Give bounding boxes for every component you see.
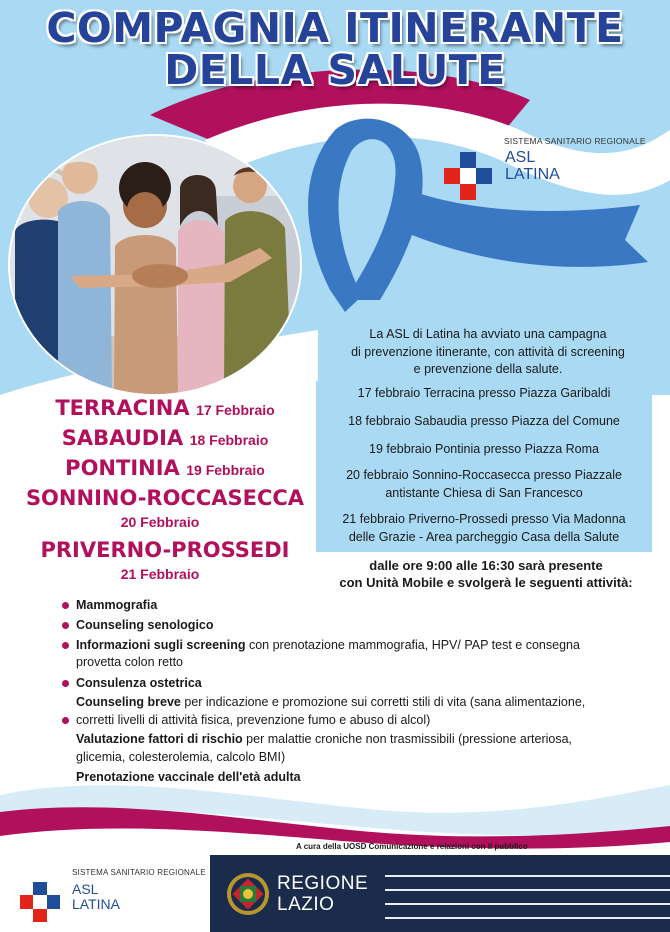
city-name: TERRACINA	[55, 396, 190, 420]
activity-text: glicemia, colesterolemia, calcolo BMI)	[76, 750, 286, 764]
intro-text	[318, 326, 658, 379]
date-item	[316, 385, 652, 403]
intro-line: di prevenzione itinerante, con attività di screening	[351, 344, 625, 359]
asl-name	[72, 882, 120, 912]
city-date: 17 Febbraio	[196, 402, 275, 418]
date-line: 17 febbraio Terracina presso Piazza Garibaldi	[357, 386, 611, 400]
activity-item	[76, 597, 636, 614]
title-line-1: COMPAGNIA ITINERANTE	[46, 4, 624, 52]
regione-lazio-banner	[210, 855, 670, 932]
activity-bold: Informazioni sugli screening	[76, 638, 246, 652]
dates-box	[316, 381, 652, 552]
title-line-2: DELLA SALUTE	[164, 46, 506, 94]
bullet-icon	[62, 622, 69, 629]
bullet-icon	[62, 717, 69, 724]
activity-item	[76, 731, 636, 748]
asl-system-label: SISTEMA SANITARIO REGIONALE	[504, 136, 646, 146]
regione-lazio-emblem-icon	[226, 872, 270, 916]
banner-line	[385, 903, 670, 905]
red-blue-cross-icon	[20, 882, 60, 922]
activity-bold: Counseling breve	[76, 695, 181, 709]
presence-text	[316, 557, 656, 591]
banner-line	[385, 917, 670, 919]
intro-line: e prevenzione della salute.	[413, 362, 563, 376]
bullet-icon	[62, 642, 69, 649]
city-name: PONTINIA	[65, 456, 180, 480]
asl-line1: ASL	[505, 149, 536, 166]
activity-item	[76, 654, 636, 671]
asl-system-label: SISTEMA SANITARIO REGIONALE	[72, 868, 206, 877]
city-row	[0, 486, 330, 510]
red-blue-cross-icon	[444, 152, 492, 200]
credit-text: A cura della UOSD Comunicazione e relazioni con il pubblico	[296, 842, 528, 851]
asl-latina-logo-top	[444, 136, 654, 206]
activity-text: con prenotazione mammografia, HPV/ PAP test e consegna	[245, 638, 580, 652]
city-name: SABAUDIA	[61, 426, 184, 450]
date-line: 18 febbraio Sabaudia presso Piazza del Comune	[348, 414, 620, 428]
group-hands-together-illustration	[10, 136, 300, 394]
asl-name	[505, 149, 560, 183]
activity-item	[76, 675, 636, 692]
activity-item	[76, 694, 636, 711]
city-row	[0, 538, 330, 562]
activity-item	[76, 617, 636, 634]
activity-text: per indicazione e promozione sui corretti stili di vita (sana alimentazione,	[180, 695, 586, 709]
asl-line1: ASL	[72, 881, 99, 897]
city-row	[0, 456, 330, 480]
asl-latina-logo-bottom	[20, 866, 206, 926]
activity-bold: Prenotazione vaccinale dell'età adulta	[76, 770, 301, 784]
date-line: 21 febbraio Priverno-Prossedi presso Via Madonna	[342, 512, 626, 526]
activity-item	[76, 712, 636, 729]
city-date: 20 Febbraio	[120, 514, 200, 530]
date-item	[316, 441, 652, 459]
activity-item	[76, 637, 636, 654]
date-line: 19 febbraio Pontinia presso Piazza Roma	[369, 442, 599, 456]
city-date: 21 Febbraio	[120, 566, 200, 582]
group-photo	[10, 136, 300, 394]
date-line: delle Grazie - Area parcheggio Casa della Salute	[348, 529, 620, 544]
bullet-icon	[62, 602, 69, 609]
bullet-icon	[62, 680, 69, 687]
date-line: 20 febbraio Sonnino-Roccasecca presso Piazzale	[346, 468, 622, 482]
activity-bold: Consulenza ostetrica	[76, 676, 202, 690]
activity-text: provetta colon retto	[76, 655, 184, 669]
lazio-line2: LAZIO	[277, 894, 335, 915]
presence-line: dalle ore 9:00 alle 16:30 sarà presente	[369, 558, 603, 573]
activity-text: per malattie croniche non trasmissibili (pressione arteriosa,	[242, 732, 573, 746]
activity-text: corretti livelli di attività fisica, prevenzione fumo e abuso di alcol)	[76, 713, 431, 727]
activity-item	[76, 769, 636, 786]
banner-line	[385, 875, 670, 877]
lazio-name	[277, 873, 368, 915]
city-row	[0, 426, 330, 450]
intro-line: La ASL di Latina ha avviato una campagna	[369, 327, 607, 341]
activity-bold: Mammografia	[76, 598, 158, 612]
activity-item	[76, 749, 636, 766]
date-line: antistante Chiesa di San Francesco	[385, 485, 583, 500]
asl-line2: LATINA	[72, 896, 120, 912]
city-name: SONNINO-ROCCASECCA	[25, 486, 305, 510]
banner-line	[385, 889, 670, 891]
date-item	[316, 467, 652, 502]
date-item	[316, 511, 652, 546]
asl-line2: LATINA	[505, 166, 560, 183]
city-row	[0, 396, 330, 420]
city-name: PRIVERNO-PROSSEDI	[40, 538, 290, 562]
date-item	[316, 413, 652, 431]
presence-line: con Unità Mobile e svolgerà le seguenti attività:	[339, 575, 633, 590]
activity-bold: Counseling senologico	[76, 618, 214, 632]
city-date: 18 Febbraio	[189, 432, 269, 448]
activity-bold: Valutazione fattori di rischio	[76, 732, 243, 746]
city-date: 19 Febbraio	[186, 462, 265, 478]
lazio-line1: REGIONE	[277, 873, 369, 894]
